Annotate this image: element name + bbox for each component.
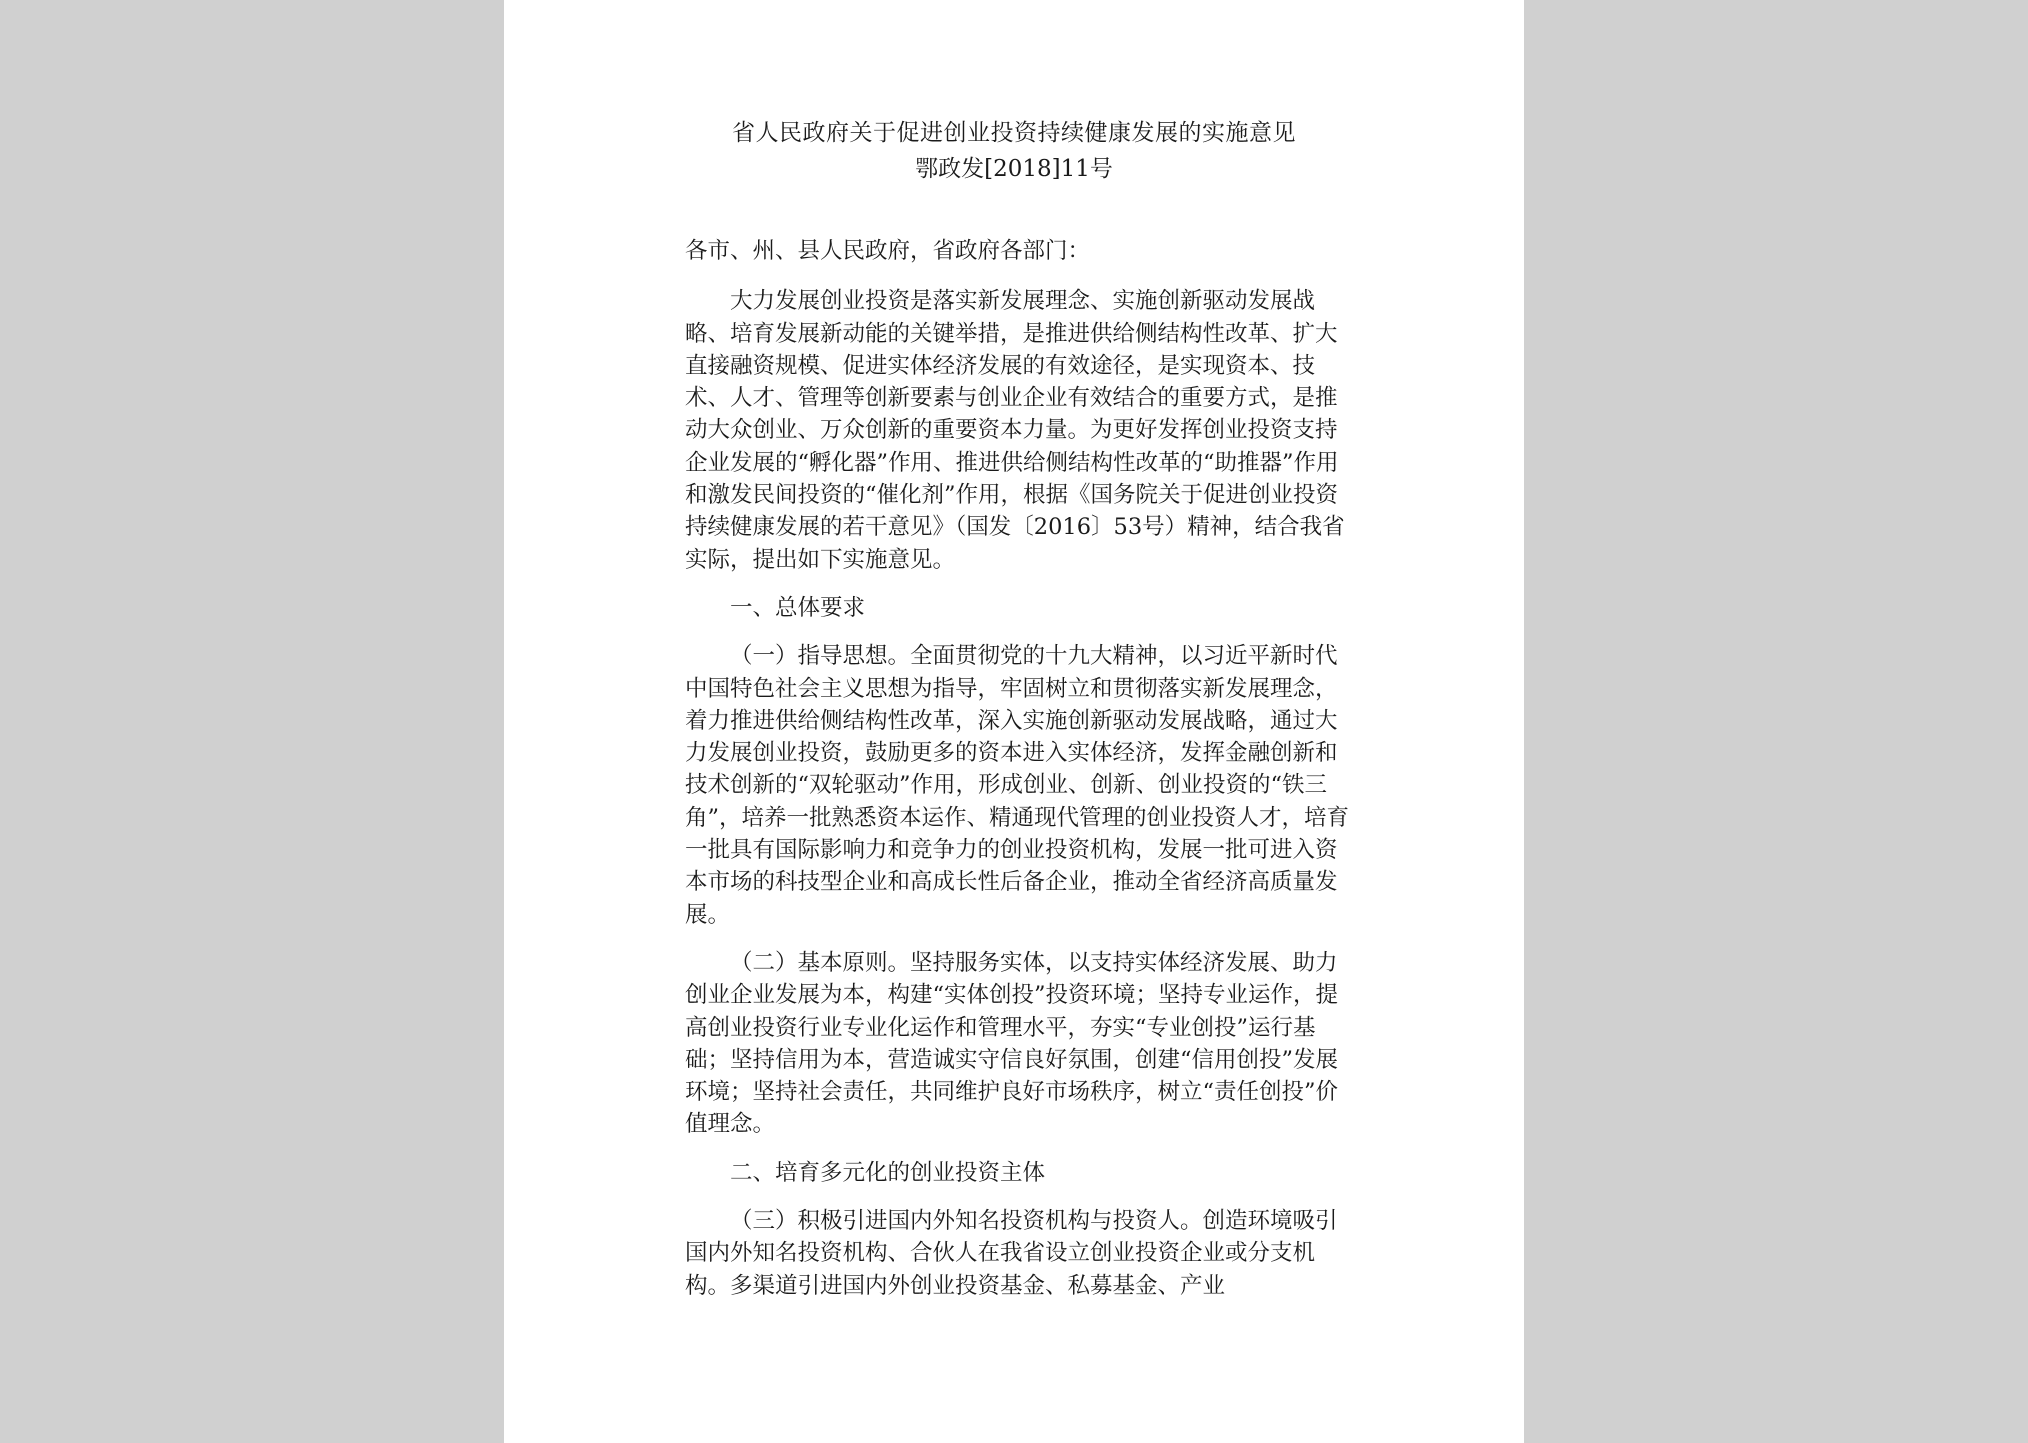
salutation: 各市、州、县人民政府，省政府各部门： xyxy=(685,238,1091,264)
document-title: 省人民政府关于促进创业投资持续健康发展的实施意见 xyxy=(732,120,1296,146)
document-body xyxy=(685,235,1355,1302)
paragraph-attract-investors: （三）积极引进国内外知名投资机构与投资人。创造环境吸引国内外知名投资机构、合伙人在我省设立创业投资企业或分支机构。多渠道引进国内外创业投资基金、私募基金、产业 xyxy=(685,1208,1338,1299)
document-number: 鄂政发[2018]11号 xyxy=(915,156,1113,182)
section-heading-1: 一、总体要求 xyxy=(730,594,866,621)
paragraph-guiding-thought: （一）指导思想。全面贯彻党的十九大精神，以习近平新时代中国特色社会主义思想为指导，牢固树立和贯彻落实新发展理念，着力推进供给侧结构性改革，深入实施创新驱动发展战略，通过大力发展创业投资，鼓励更多的资本进入实体经济，发挥金融创新和技术创新的“双轮驱动”作用，形成创业、创新、创业投资的“铁三角”，培养一批熟悉资本运作、精通现代管理的创业投资人才，培育一批具有国际影响力和竞争力的创业投资机构，发展一批可进入资本市场的科技型企业和高成长性后备企业，推动全省经济高质量发展。 xyxy=(685,643,1350,928)
paragraph-basic-principles: （二）基本原则。坚持服务实体，以支持实体经济发展、助力创业企业发展为本，构建“实体创投”投资环境；坚持专业运作，提高创业投资行业专业化运作和管理水平，夯实“专业创投”运行基础；坚持信用为本，营造诚实守信良好氛围，创建“信用创投”发展环境；坚持社会责任，共同维护良好市场秩序，树立“责任创投”价值理念。 xyxy=(685,949,1339,1138)
intro-paragraph: 大力发展创业投资是落实新发展理念、实施创新驱动发展战略、培育发展新动能的关键举措，是推进供给侧结构性改革、扩大直接融资规模、促进实体经济发展的有效途径，是实现资本、技术、人才、管理等创新要素与创业企业有效结合的重要方式，是推动大众创业、万众创新的重要资本力量。为更好发挥创业投资支持企业发展的“孵化器”作用、推进供给侧结构性改革的“助推器”作用和激发民间投资的“催化剂”作用，根据《国务院关于促进创业投资持续健康发展的若干意见》（国发〔2016〕53号）精神，结合我省实际，提出如下实施意见。 xyxy=(685,288,1345,573)
document-page xyxy=(504,0,1524,1443)
section-heading-2: 二、培育多元化的创业投资主体 xyxy=(730,1159,1046,1186)
